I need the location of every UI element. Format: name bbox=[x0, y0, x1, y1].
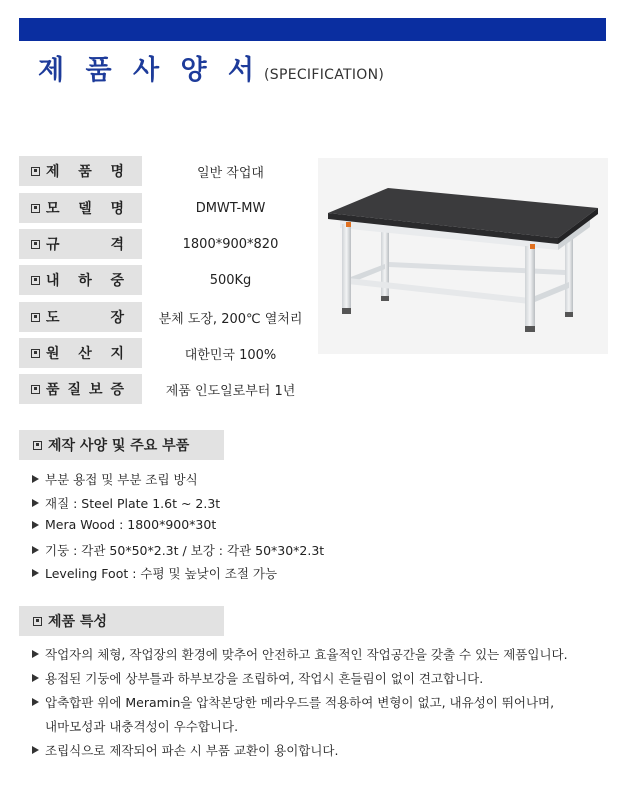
label-char: 규 bbox=[46, 237, 60, 253]
label-char: 제 bbox=[46, 164, 60, 180]
label-char: 품 bbox=[78, 164, 92, 180]
square-bullet-icon bbox=[31, 204, 40, 213]
label-char: 지 bbox=[110, 346, 124, 362]
label-char: 품 bbox=[46, 382, 60, 398]
label-char: 명 bbox=[110, 201, 124, 217]
triangle-bullet-icon bbox=[32, 746, 39, 754]
spec-row-warranty bbox=[19, 374, 319, 404]
spec-label bbox=[19, 156, 142, 186]
spec-row-origin bbox=[19, 338, 319, 368]
square-bullet-icon bbox=[31, 313, 40, 322]
triangle-bullet-icon bbox=[32, 569, 39, 577]
list-item: 재질 : Steel Plate 1.6t ~ 2.3t bbox=[32, 494, 220, 512]
square-bullet-icon bbox=[31, 276, 40, 285]
spec-label bbox=[19, 302, 142, 332]
triangle-bullet-icon bbox=[32, 546, 39, 554]
header-bar bbox=[19, 18, 606, 41]
list-item: 기둥 : 각관 50*50*2.3t / 보강 : 각관 50*30*2.3t bbox=[32, 541, 324, 559]
label-char: 모 bbox=[46, 201, 60, 217]
spec-value: 대한민국 100% bbox=[184, 347, 277, 363]
spec-row-model bbox=[19, 193, 319, 223]
label-char: 격 bbox=[110, 237, 124, 253]
section-head-specs bbox=[19, 430, 224, 460]
spec-value: 일반 작업대 bbox=[197, 165, 264, 181]
spec-value: 제품 인도일로부터 1년 bbox=[165, 383, 296, 399]
label-char: 산 bbox=[78, 346, 92, 362]
triangle-bullet-icon bbox=[32, 521, 39, 529]
list-item: 용접된 기둥에 상부틀과 하부보강을 조립하여, 작업시 흔들림이 없이 견고합니다. bbox=[32, 669, 483, 687]
spec-label bbox=[19, 265, 142, 295]
square-bullet-icon bbox=[31, 240, 40, 249]
list-item: Leveling Foot : 수평 및 높낮이 조절 가능 bbox=[32, 564, 277, 582]
spec-value: 분체 도장, 200℃ 열처리 bbox=[158, 311, 303, 327]
label-char: 도 bbox=[46, 310, 60, 326]
spec-value: 1800*900*820 bbox=[182, 236, 279, 252]
label-char: 보 bbox=[88, 382, 103, 398]
product-image bbox=[318, 158, 608, 354]
label-char: 명 bbox=[110, 164, 124, 180]
square-bullet-icon bbox=[33, 617, 42, 626]
spec-row-dimensions bbox=[19, 229, 319, 259]
label-char: 장 bbox=[110, 310, 124, 326]
triangle-bullet-icon bbox=[32, 650, 39, 658]
triangle-bullet-icon bbox=[32, 698, 39, 706]
spec-row-load bbox=[19, 265, 319, 295]
list-item: 압축합판 위에 Meramin을 압착본당한 메라우드를 적용하여 변형이 없고, 내유성이 뛰어나며, bbox=[32, 693, 554, 711]
square-bullet-icon bbox=[31, 167, 40, 176]
section-title: 제품 특성 bbox=[48, 614, 107, 630]
spec-label bbox=[19, 374, 142, 404]
label-char: 중 bbox=[110, 273, 124, 289]
list-item: Mera Wood : 1800*900*30t bbox=[32, 517, 216, 532]
section-head-features bbox=[19, 606, 224, 636]
square-bullet-icon bbox=[31, 385, 40, 394]
spec-label bbox=[19, 193, 142, 223]
workbench-illustration bbox=[318, 158, 608, 354]
triangle-bullet-icon bbox=[32, 674, 39, 682]
label-char: 하 bbox=[78, 273, 92, 289]
list-item: 조립식으로 제작되어 파손 시 부품 교환이 용이합니다. bbox=[32, 741, 338, 759]
title-subtitle: (SPECIFICATION) bbox=[264, 67, 385, 83]
triangle-bullet-icon bbox=[32, 499, 39, 507]
list-item-continuation: 내마모성과 내충격성이 우수합니다. bbox=[45, 719, 239, 734]
spec-row-product-name bbox=[19, 156, 319, 186]
section-title: 제작 사양 및 주요 부품 bbox=[48, 438, 190, 454]
label-char: 델 bbox=[78, 201, 92, 217]
label-char: 원 bbox=[46, 346, 60, 362]
label-char: 증 bbox=[110, 382, 124, 398]
title-main: 제 품 사 양 서 bbox=[38, 55, 261, 86]
spec-value: 500Kg bbox=[209, 272, 252, 288]
spec-value: DMWT-MW bbox=[195, 200, 266, 216]
triangle-bullet-icon bbox=[32, 475, 39, 483]
spec-label bbox=[19, 229, 142, 259]
list-item: 부분 용접 및 부분 조립 방식 bbox=[32, 470, 198, 488]
spec-label bbox=[19, 338, 142, 368]
label-char: 내 bbox=[46, 273, 60, 289]
page-title bbox=[38, 48, 384, 84]
square-bullet-icon bbox=[33, 441, 42, 450]
spec-row-coating bbox=[19, 302, 319, 332]
label-char: 질 bbox=[67, 382, 82, 398]
list-item: 작업자의 체형, 작업장의 환경에 맞추어 안전하고 효율적인 작업공간을 갖출 수 있는 제품입니다. bbox=[32, 645, 568, 663]
square-bullet-icon bbox=[31, 349, 40, 358]
